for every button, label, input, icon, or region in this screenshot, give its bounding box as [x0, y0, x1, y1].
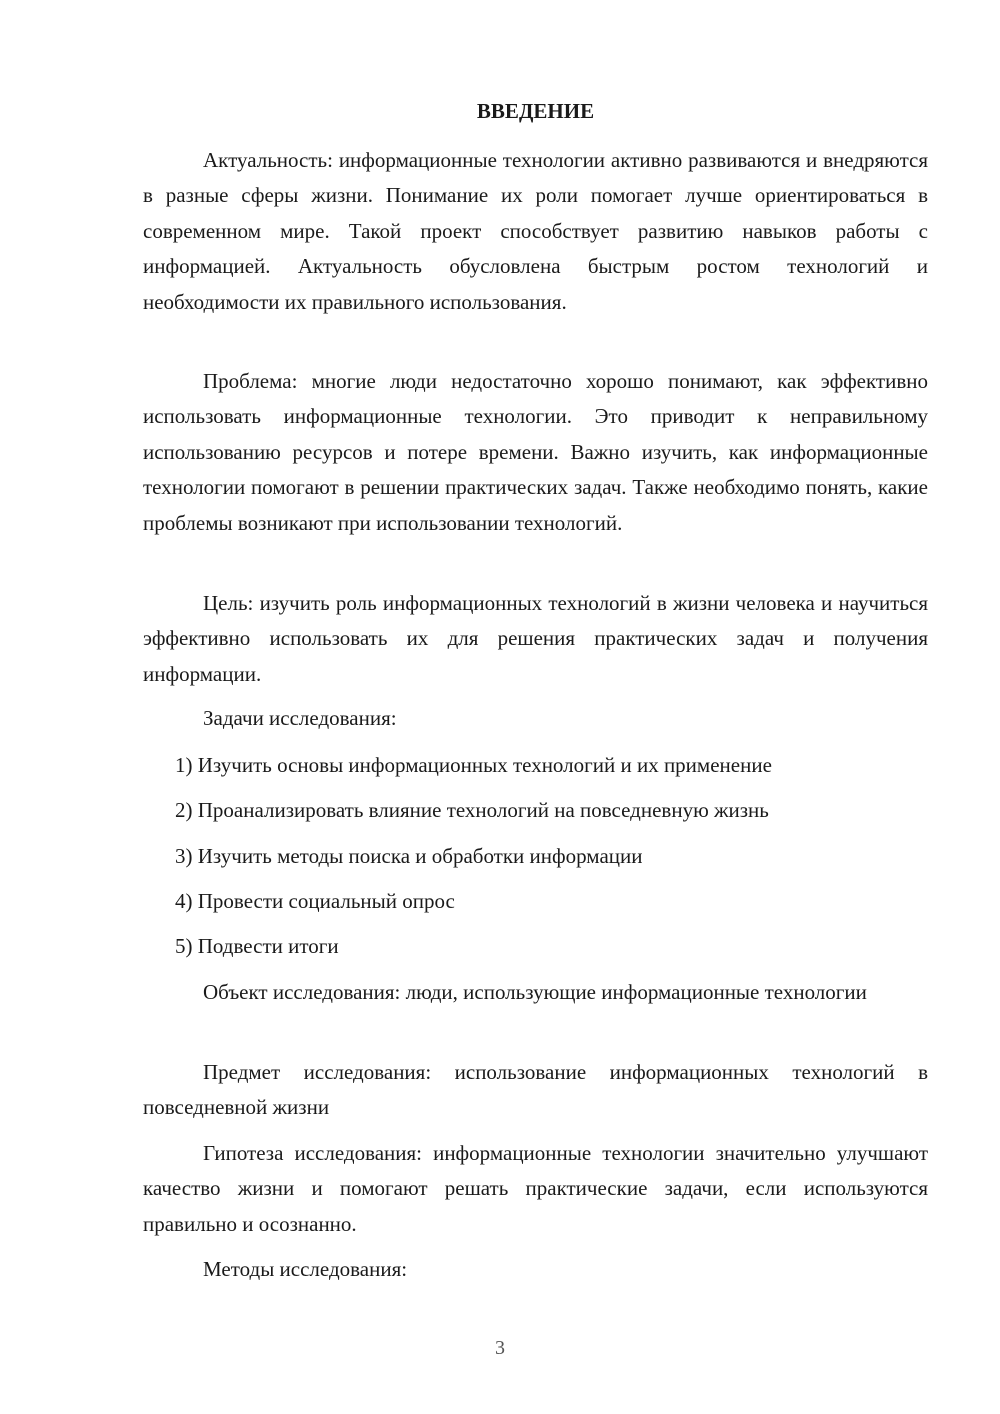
paragraph-hypothesis: Гипотеза исследования: информационные технологии значительно улучшают качество жизни и помогают решать практические задачи, если используются правильно и осознанно.	[143, 1141, 928, 1236]
tasks-heading: Задачи исследования:	[203, 706, 397, 730]
list-item: 3) Изучить методы поиска и обработки информации	[175, 843, 643, 868]
list-item: 1) Изучить основы информационных технологий и их применение	[175, 753, 772, 777]
list-item: 5) Подвести итоги	[175, 934, 339, 959]
page-number: 3	[495, 1337, 505, 1359]
paragraph-object: Объект исследования: люди, использующие информационные технологии	[203, 980, 867, 1004]
methods-heading: Методы исследования:	[203, 1257, 408, 1281]
tasks-list	[143, 750, 928, 976]
list-item: 4) Провести социальный опрос	[175, 888, 455, 913]
paragraph-problem: Проблема: многие люди недостаточно хорошо понимают, как эффективно использовать информационные технологии. Это приводит к неправильному использованию ресурсов и потере времени. Важно изучить, как информационные технологии помогают в решении практических задач. Также необходимо понять, какие проблемы возникают при использовании технологий.	[143, 369, 928, 535]
paragraph-relevance: Актуальность: информационные технологии активно развиваются и внедряются в разные сферы жизни. Понимание их роли помогает лучше ориентироваться в современном мире. Такой проект способствует развитию навыков работы с информацией. Актуальность обусловлена быстрым ростом технологий и необходимости их правильного использования.	[143, 148, 928, 314]
page-title: ВВЕДЕНИЕ	[476, 99, 595, 123]
paragraph-subject: Предмет исследования: использование информационных технологий в повседневной жизни	[143, 1060, 928, 1120]
paragraph-goal: Цель: изучить роль информационных технологий в жизни человека и научиться эффективно использовать их для решения практических задач и получения информации.	[143, 591, 928, 686]
list-item: 2) Проанализировать влияние технологий на повседневную жизнь	[175, 798, 769, 823]
